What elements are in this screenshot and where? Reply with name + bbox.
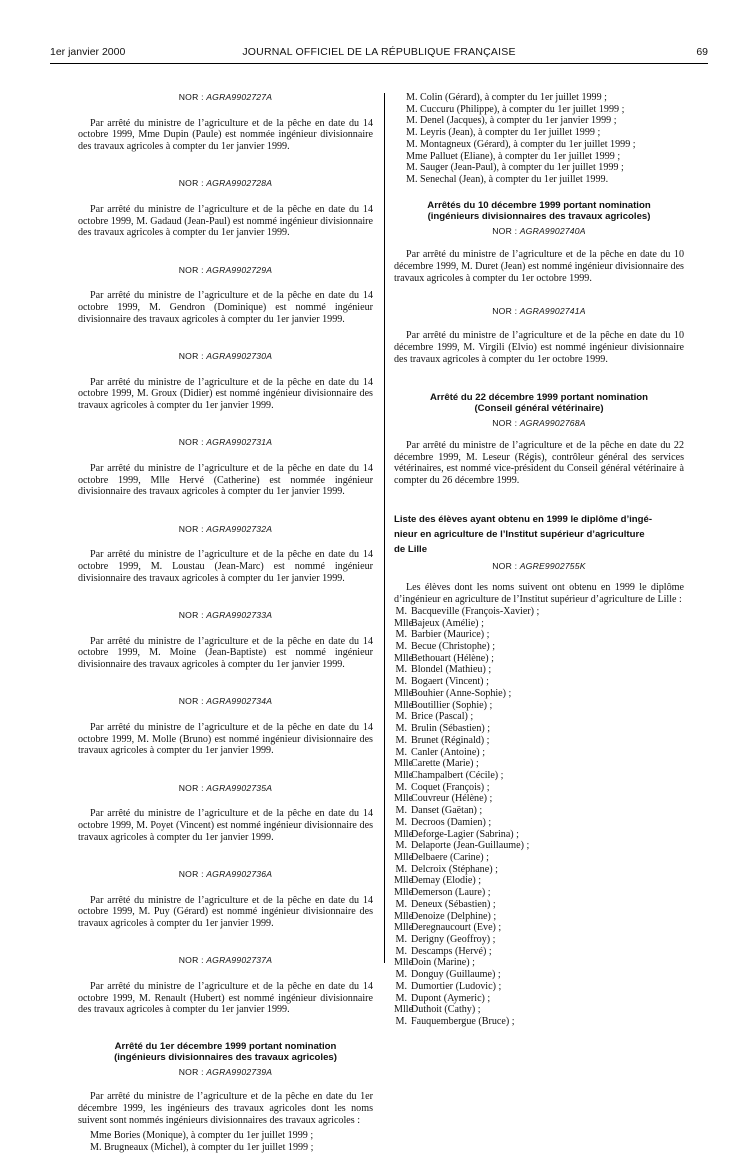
student-title-text: Mlle (394, 769, 414, 781)
page-number: 69 (696, 46, 708, 58)
student-title (394, 699, 414, 712)
student-row (394, 770, 684, 782)
student-title-text: M. (395, 711, 407, 723)
student-title-text: M. (395, 641, 407, 653)
student-title (394, 828, 414, 841)
student-title-text: M. (395, 840, 407, 852)
nor-reference (78, 610, 373, 622)
decree-text: Par arrêté du ministre de l’agriculture et de la pêche en date du 14 octobre 1999, M. Renault (Hubert) est nommé ingénieur divisionnaire des travaux agricoles à compter du 1er janvier 1999. (78, 980, 373, 1016)
nor-code: AGRA9902737A (206, 955, 273, 966)
student-name: Blondel (Mathieu) ; (411, 664, 492, 676)
student-name: Derigny (Geoffroy) ; (411, 934, 496, 945)
student-title (394, 934, 407, 946)
student-row (394, 618, 684, 630)
nor-code: AGRA9902734A (206, 696, 273, 707)
nor-code: AGRA9902731A (206, 437, 273, 448)
student-title-text: M. (395, 816, 407, 828)
nor-reference (78, 351, 373, 363)
appointee-line: M. Cuccuru (Philippe), à compter du 1er juillet 1999 ; (406, 103, 625, 115)
nor-label: NOR : (178, 696, 204, 707)
student-row (394, 981, 684, 993)
student-title-text: Mlle (394, 851, 414, 863)
nor-reference (394, 418, 684, 430)
student-name: Canler (Antoine) ; (411, 746, 485, 758)
decree-entry (394, 226, 684, 285)
section-title: de Lille (394, 543, 428, 555)
nor-reference (78, 265, 373, 277)
student-title-text: M. (395, 1016, 407, 1028)
decree-text: Par arrêté du ministre de l’agriculture et de la pêche en date du 14 octobre 1999, M. Poyet (Vincent) est nommé ingénieur divisionnaire des travaux agricoles à compter du 1er janvier 1999. (78, 808, 373, 843)
student-title-text: Mlle (394, 1004, 414, 1016)
student-title-text: M. (395, 746, 407, 758)
student-row (394, 1004, 684, 1016)
nor-reference (394, 226, 684, 238)
nor-reference (78, 869, 373, 881)
student-title (394, 793, 414, 805)
decree-entry (78, 437, 373, 498)
student-row (394, 735, 684, 747)
student-row (394, 664, 684, 676)
student-title-text: Mlle (394, 793, 414, 805)
section-subtitle: (ingénieurs divisionnaires des travaux agricoles) (427, 210, 651, 222)
nor-code: AGRA9902730A (206, 350, 273, 361)
student-title (394, 747, 407, 759)
decree-text: Par arrêté du ministre de l’agriculture et de la pêche en date du 1er décembre 1999, les ingénieurs des travaux agricoles dont les noms suivent sont nommés ingénieurs divisionnaires des travaux agricoles : (78, 1091, 373, 1126)
nor-label: NOR : (178, 955, 204, 966)
student-title-text: M. (395, 898, 407, 910)
nor-label: NOR : (492, 306, 518, 317)
student-title-text: Mlle (394, 875, 414, 887)
student-title-text: Mlle (394, 910, 414, 922)
decree-entry (78, 351, 373, 412)
section-title: Arrêté du 1er décembre 1999 portant nomination (114, 1041, 337, 1053)
student-name: Dumortier (Ludovic) ; (411, 980, 502, 992)
student-name: Brulin (Sébastien) ; (411, 723, 491, 735)
header-title: JOURNAL OFFICIEL DE LA RÉPUBLIQUE FRANÇAISE (242, 46, 516, 58)
student-title-text: Mlle (394, 828, 414, 840)
student-row (394, 723, 684, 735)
nor-label: NOR : (492, 418, 518, 429)
student-row (394, 629, 684, 641)
section-subtitle: (Conseil général vétérinaire) (474, 403, 604, 415)
nor-code: AGRA9902735A (206, 782, 273, 793)
decree-text: Par arrêté du ministre de l’agriculture et de la pêche en date du 14 octobre 1999, M. Molle (Bruno) est nommé ingénieur divisionnaire des travaux agricoles à compter du 1er janvier 1999. (78, 721, 373, 757)
student-title (394, 641, 407, 653)
appointee-line: M. Colin (Gérard), à compter du 1er juillet 1999 ; (406, 92, 607, 103)
nor-code: AGRA9902736A (206, 868, 273, 879)
decree-text: Par arrêté du ministre de l’agriculture et de la pêche en date du 14 octobre 1999, M. Puy (Gérard) est nommé ingénieur divisionnaire des travaux agricoles à compter du 1er janvier 1999. (78, 894, 373, 929)
student-title (394, 910, 414, 923)
student-title-text: M. (395, 734, 407, 746)
student-name: Danset (Gaëtan) ; (411, 805, 483, 817)
student-title (394, 887, 414, 899)
student-title-text: M. (395, 723, 407, 735)
appointee-list-continued (394, 92, 684, 186)
nor-reference (78, 437, 373, 449)
section-lille (394, 514, 684, 1028)
student-name: Demay (Elodie) ; (411, 875, 482, 887)
student-row (394, 1016, 684, 1028)
nor-reference (78, 92, 373, 104)
student-row (394, 946, 684, 958)
student-name: Bouhier (Anne-Sophie) ; (411, 687, 512, 699)
student-row (394, 747, 684, 759)
nor-code: AGRA9902728A (206, 178, 273, 189)
nor-reference (394, 306, 684, 318)
student-name: Delbaere (Carine) ; (411, 851, 489, 863)
student-title-text: Mlle (394, 699, 414, 711)
student-row (394, 700, 684, 712)
student-title (394, 1004, 414, 1016)
nor-label: NOR : (178, 782, 204, 793)
nor-label: NOR : (178, 264, 204, 275)
student-row (394, 864, 684, 876)
decree-entry (78, 696, 373, 757)
student-title (394, 687, 414, 700)
student-row (394, 922, 684, 934)
right-column (394, 92, 684, 1028)
decree-text: Par arrêté du ministre de l’agriculture et de la pêche en date du 14 octobre 1999, M. Moine (Jean-Baptiste) est nommé ingénieur divisionnaire des travaux agricoles à compter du 1er janvier 1999. (78, 635, 373, 670)
student-row (394, 911, 684, 923)
nor-label: NOR : (178, 1067, 204, 1078)
student-title-text: M. (395, 676, 407, 688)
nor-label: NOR : (178, 350, 204, 361)
student-title (394, 676, 407, 688)
student-name: Fauquembergue (Bruce) ; (411, 1016, 515, 1028)
appointee-line: M. Senechal (Jean), à compter du 1er juillet 1999. (406, 173, 609, 185)
student-name: Bacqueville (François-Xavier) ; (411, 605, 540, 617)
decree-text: Par arrêté du ministre de l’agriculture et de la pêche en date du 10 décembre 1999, M. Duret (Jean) est nommé ingénieur divisionnaire des travaux agricoles à compter du 1er octobre 1999. (394, 249, 684, 284)
student-title (394, 899, 407, 911)
student-title-text: Mlle (394, 687, 414, 699)
student-row (394, 641, 684, 653)
student-row (394, 899, 684, 911)
nor-reference (78, 1067, 373, 1079)
student-name: Becue (Christophe) ; (411, 641, 496, 653)
section-dec1 (78, 1041, 373, 1153)
student-name: Descamps (Hervé) ; (411, 945, 492, 957)
student-row (394, 840, 684, 852)
student-name: Coquet (François) ; (411, 781, 490, 793)
student-name: Boutillier (Sophie) ; (411, 699, 493, 711)
nor-code: AGRA9902729A (206, 264, 273, 275)
decree-entry (78, 955, 373, 1016)
decree-text: Par arrêté du ministre de l’agriculture et de la pêche en date du 10 décembre 1999, M. Virgili (Elvio) est nommé ingénieur divisionnaire des travaux agricoles à compter du 1er octobre 1999. (394, 330, 684, 365)
student-name: Denoize (Delphine) ; (411, 910, 497, 922)
nor-reference (78, 696, 373, 708)
nor-label: NOR : (178, 178, 204, 189)
appointee-line: Mme Palluet (Eliane), à compter du 1er juillet 1999 ; (406, 150, 621, 162)
student-name: Carette (Marie) ; (411, 758, 479, 770)
student-title (394, 617, 414, 630)
student-name: Demerson (Laure) ; (411, 887, 491, 899)
student-title (394, 664, 407, 676)
decree-text: Par arrêté du ministre de l’agriculture et de la pêche en date du 22 décembre 1999, M. Leseur (Régis), contrôleur général des services vétérinaires, est nommé vice-président du Conseil général vétérinaire à compter du 26 décembre 1999. (394, 439, 684, 487)
student-row (394, 653, 684, 665)
student-row (394, 606, 684, 618)
student-row (394, 676, 684, 688)
student-row (394, 782, 684, 794)
decree-text: Par arrêté du ministre de l’agriculture et de la pêche en date du 14 octobre 1999, Mlle Hervé (Catherine) est nommée ingénieur divisionnaire des travaux agricoles à compter du 1er janvier 1999. (78, 462, 373, 498)
student-row (394, 875, 684, 887)
nor-code: AGRA9902768A (519, 418, 586, 429)
nor-reference (78, 178, 373, 190)
student-title (394, 711, 407, 723)
student-name: Delcroix (Stéphane) ; (411, 863, 498, 875)
nor-code: AGRA9902741A (519, 306, 586, 317)
student-title-text: Mlle (394, 652, 414, 664)
appointee-line: M. Denel (Jacques), à compter du 1er janvier 1999 ; (406, 115, 617, 127)
student-title-text: M. (395, 945, 407, 957)
student-title (394, 864, 407, 876)
student-title-text: M. (395, 969, 407, 981)
appointee-line: Mme Bories (Monique), à compter du 1er juillet 1999 ; (90, 1130, 314, 1142)
student-title (394, 805, 407, 817)
nor-code: AGRA9902739A (206, 1067, 273, 1078)
student-row (394, 817, 684, 829)
decree-text: Par arrêté du ministre de l’agriculture et de la pêche en date du 14 octobre 1999, M. Gendron (Dominique) est nommé ingénieur divisionnaire des travaux agricoles à compter du 1er janvier 1999. (78, 290, 373, 325)
student-title (394, 817, 407, 829)
student-name: Duthoit (Cathy) ; (411, 1004, 481, 1016)
student-name: Deneux (Sébastien) ; (411, 898, 496, 910)
appointee-line: M. Brugneaux (Michel), à compter du 1er juillet 1999 ; (90, 1141, 314, 1153)
student-title (394, 769, 414, 782)
student-title-text: M. (395, 664, 407, 676)
student-name: Dupont (Aymeric) ; (411, 992, 491, 1004)
student-title (394, 758, 414, 770)
section-subtitle: (ingénieurs divisionnaires des travaux agricoles) (114, 1052, 337, 1064)
student-title-text: Mlle (394, 617, 414, 629)
appointee-line: M. Montagneux (Gérard), à compter du 1er juillet 1999 ; (406, 138, 636, 150)
student-name: Brunet (Réginald) ; (411, 734, 490, 746)
student-name: Donguy (Guillaume) ; (411, 969, 501, 981)
section-title: Liste des élèves ayant obtenu en 1999 le diplôme d’ingé- (394, 513, 653, 525)
header-date: 1er janvier 2000 (50, 46, 126, 58)
student-row (394, 993, 684, 1005)
nor-label: NOR : (178, 437, 204, 448)
student-title (394, 782, 407, 794)
nor-label: NOR : (178, 523, 204, 534)
student-row (394, 829, 684, 841)
decree-entry (78, 783, 373, 844)
student-list (394, 606, 684, 1028)
student-title (394, 981, 407, 993)
student-row (394, 711, 684, 723)
nor-label: NOR : (178, 868, 204, 879)
decree-entry (78, 524, 373, 585)
student-title-text: M. (395, 605, 407, 617)
student-title (394, 875, 414, 887)
decree-entry (78, 178, 373, 239)
student-title-text: Mlle (394, 957, 414, 969)
student-title (394, 735, 407, 747)
student-title (394, 629, 407, 641)
header-rule (50, 63, 708, 64)
student-row (394, 688, 684, 700)
student-title (394, 606, 407, 618)
decree-entry (78, 265, 373, 326)
student-title-text: M. (395, 992, 407, 1004)
student-name: Deforge-Lagier (Sabrina) ; (411, 828, 519, 840)
student-title-text: Mlle (394, 887, 414, 899)
student-row (394, 852, 684, 864)
student-title-text: M. (395, 629, 407, 641)
decree-entry (78, 92, 373, 153)
decree-entry (78, 869, 373, 930)
student-title (394, 993, 407, 1005)
student-name: Bogaert (Vincent) ; (411, 676, 489, 688)
nor-code: AGRA9902733A (206, 609, 273, 620)
left-column (78, 92, 373, 1154)
decree-text: Par arrêté du ministre de l’agriculture et de la pêche en date du 14 octobre 1999, M. Loustau (Jean-Marc) est nommé ingénieur divisionnaire des travaux agricoles à compter du 1er janvier 1999. (78, 549, 373, 584)
student-title-text: M. (395, 805, 407, 817)
section-dec10 (394, 200, 684, 366)
appointee-line: M. Leyris (Jean), à compter du 1er juillet 1999 ; (406, 127, 601, 139)
student-title-text: M. (395, 934, 407, 945)
student-row (394, 969, 684, 981)
section-title: Arrêté du 22 décembre 1999 portant nomination (429, 392, 649, 404)
student-title-text: M. (395, 980, 407, 992)
student-title (394, 851, 414, 864)
student-name: Champalbert (Cécile) ; (411, 769, 504, 781)
student-title-text: Mlle (394, 758, 414, 770)
section-dec22 (394, 392, 684, 487)
student-name: Deregnaucourt (Eve) ; (411, 922, 502, 934)
nor-reference (78, 524, 373, 536)
nor-code: AGRA9902732A (206, 523, 273, 534)
student-row (394, 758, 684, 770)
student-name: Bethouart (Hélène) ; (411, 652, 494, 664)
decree-entry (78, 610, 373, 671)
decree-text: Par arrêté du ministre de l’agriculture et de la pêche en date du 14 octobre 1999, M. Groux (Didier) est nommé ingénieur divisionnaire des travaux agricoles à compter du 1er janvier 1999. (78, 376, 373, 412)
student-name: Barbier (Maurice) ; (411, 629, 490, 641)
nor-reference (394, 561, 684, 573)
decree-entry (394, 306, 684, 365)
student-title (394, 969, 407, 981)
nor-label: NOR : (178, 92, 204, 102)
student-name: Decroos (Damien) ; (411, 816, 492, 828)
student-title-text: M. (395, 781, 407, 793)
nor-reference (78, 783, 373, 795)
section-title: nieur en agriculture de l’Institut supérieur d’agriculture (394, 528, 645, 540)
student-title (394, 652, 414, 665)
student-title (394, 957, 414, 969)
student-title (394, 723, 407, 735)
student-name: Delaporte (Jean-Guillaume) ; (411, 840, 530, 852)
section-title: Arrêtés du 10 décembre 1999 portant nomination (427, 199, 651, 211)
nor-code: AGRA9902727A (206, 92, 273, 102)
nor-label: NOR : (492, 225, 518, 236)
student-name: Brice (Pascal) ; (411, 711, 474, 723)
student-title-text: Mlle (394, 922, 414, 934)
student-row (394, 887, 684, 899)
nor-code: AGRE9902755K (519, 560, 586, 571)
student-title (394, 840, 407, 852)
student-row (394, 934, 684, 946)
column-divider (384, 93, 385, 963)
student-name: Couvreur (Hélène) ; (411, 793, 493, 805)
student-row (394, 805, 684, 817)
nor-label: NOR : (178, 609, 204, 620)
nor-reference (78, 955, 373, 967)
decree-intro: Les élèves dont les noms suivent ont obtenu en 1999 le diplôme d’ingénieur en agriculture de l’Institut supérieur d’agriculture de Lille : (394, 582, 684, 606)
student-row (394, 793, 684, 805)
nor-label: NOR : (492, 560, 518, 571)
student-name: Bajeux (Amélie) ; (411, 617, 484, 629)
decree-text: Par arrêté du ministre de l’agriculture et de la pêche en date du 14 octobre 1999, Mme Dupin (Paule) est nommée ingénieur divisionnaire des travaux agricoles à compter du 1er janvier 1999. (78, 117, 373, 153)
student-title-text: M. (395, 863, 407, 875)
page-header (50, 46, 708, 64)
decree-text: Par arrêté du ministre de l’agriculture et de la pêche en date du 14 octobre 1999, M. Gadaud (Jean-Paul) est nommé ingénieur divisionnaire des travaux agricoles à compter du 1er janvier 1999. (78, 204, 373, 239)
student-title (394, 922, 414, 934)
student-title (394, 1016, 407, 1028)
student-name: Doin (Marine) ; (411, 957, 475, 969)
appointee-line: M. Sauger (Jean-Paul), à compter du 1er juillet 1999 ; (406, 162, 624, 174)
nor-code: AGRA9902740A (519, 225, 586, 236)
student-row (394, 957, 684, 969)
student-title (394, 946, 407, 958)
